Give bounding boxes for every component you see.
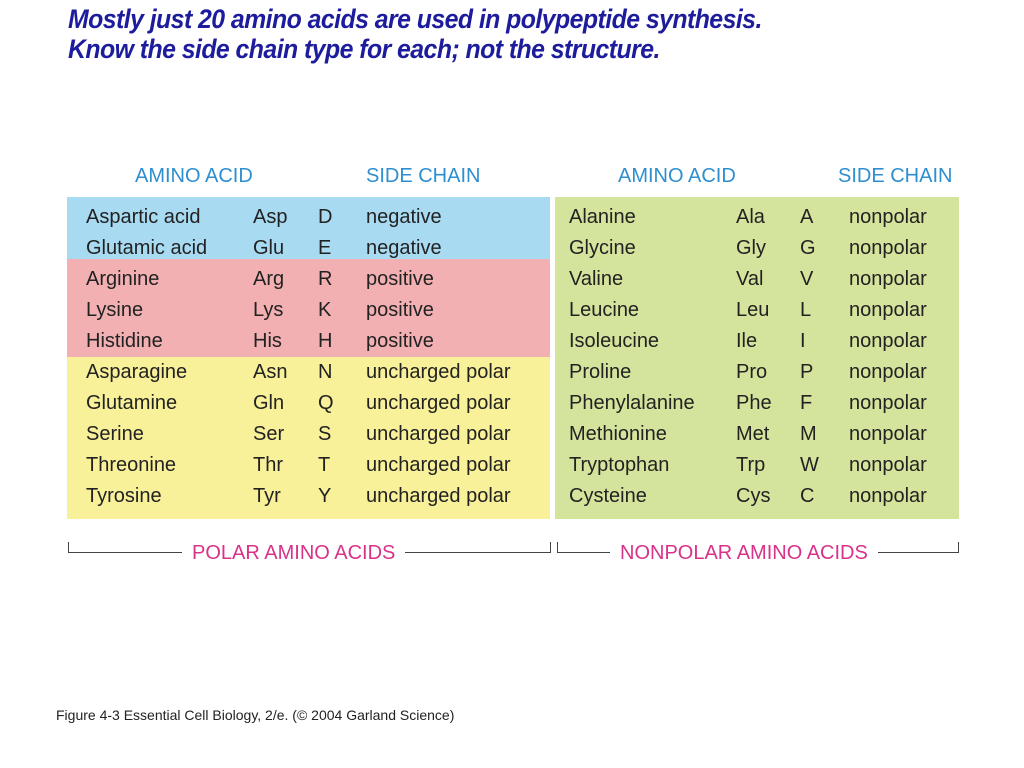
- one-letter-code: I: [800, 330, 806, 352]
- side-chain-type: uncharged polar: [366, 392, 511, 414]
- side-chain-type: uncharged polar: [366, 454, 511, 476]
- amino-acid-name: Methionine: [569, 423, 667, 445]
- three-letter-code: Asp: [253, 206, 288, 228]
- three-letter-code: Phe: [736, 392, 772, 414]
- amino-acid-name: Phenylalanine: [569, 392, 695, 414]
- one-letter-code: R: [318, 268, 333, 290]
- side-chain-type: nonpolar: [849, 206, 927, 228]
- side-chain-type: nonpolar: [849, 330, 927, 352]
- figure-caption: Figure 4-3 Essential Cell Biology, 2/e. (© 2004 Garland Science): [56, 707, 455, 723]
- three-letter-code: Gln: [253, 392, 285, 414]
- one-letter-code: V: [800, 268, 814, 290]
- amino-acid-name: Cysteine: [569, 485, 647, 507]
- side-chain-type: negative: [366, 237, 442, 259]
- side-chain-type: nonpolar: [849, 485, 927, 507]
- polar-amino-acid-header: AMINO ACID: [135, 165, 253, 187]
- nonpolar-side-chain-header: SIDE CHAIN: [838, 165, 953, 187]
- table-row: [0, 419, 1024, 450]
- three-letter-code: Pro: [736, 361, 768, 383]
- amino-acid-name: Arginine: [86, 268, 160, 290]
- amino-acid-name: Threonine: [86, 454, 177, 476]
- one-letter-code: C: [800, 485, 815, 507]
- amino-acid-name: Isoleucine: [569, 330, 660, 352]
- title-line-1: Mostly just 20 amino acids are used in polypeptide synthesis.: [68, 4, 762, 34]
- side-chain-type: nonpolar: [849, 237, 927, 259]
- amino-acid-name: Alanine: [569, 206, 636, 228]
- three-letter-code: His: [253, 330, 282, 352]
- amino-acid-name: Glutamic acid: [86, 237, 208, 259]
- side-chain-type: nonpolar: [849, 268, 927, 290]
- polar-amino-acids-label: POLAR AMINO ACIDS: [182, 540, 405, 566]
- amino-acid-name: Valine: [569, 268, 624, 290]
- amino-acid-name: Asparagine: [86, 361, 188, 383]
- nonpolar-amino-acids-label: NONPOLAR AMINO ACIDS: [610, 540, 878, 566]
- polar-side-chain-header: SIDE CHAIN: [366, 165, 481, 187]
- amino-acid-name: Tryptophan: [569, 454, 670, 476]
- title-line-2: Know the side chain type for each; not the structure.: [68, 34, 660, 64]
- slide-title: [68, 4, 933, 64]
- one-letter-code: T: [318, 454, 331, 476]
- one-letter-code: H: [318, 330, 333, 352]
- three-letter-code: Cys: [736, 485, 771, 507]
- amino-acid-name: Serine: [86, 423, 144, 445]
- one-letter-code: P: [800, 361, 814, 383]
- side-chain-type: positive: [366, 268, 434, 290]
- table-row: [0, 357, 1024, 388]
- side-chain-type: uncharged polar: [366, 423, 511, 445]
- three-letter-code: Ser: [253, 423, 285, 445]
- three-letter-code: Lys: [253, 299, 284, 321]
- table-row: [0, 202, 1024, 233]
- one-letter-code: A: [800, 206, 814, 228]
- three-letter-code: Trp: [736, 454, 766, 476]
- table-row: [0, 233, 1024, 264]
- table-row: [0, 326, 1024, 357]
- side-chain-type: nonpolar: [849, 423, 927, 445]
- amino-acid-name: Proline: [569, 361, 632, 383]
- three-letter-code: Arg: [253, 268, 285, 290]
- one-letter-code: E: [318, 237, 332, 259]
- three-letter-code: Glu: [253, 237, 285, 259]
- amino-acid-name: Lysine: [86, 299, 144, 321]
- amino-acid-name: Aspartic acid: [86, 206, 201, 228]
- three-letter-code: Gly: [736, 237, 766, 259]
- one-letter-code: Y: [318, 485, 332, 507]
- side-chain-type: negative: [366, 206, 442, 228]
- three-letter-code: Thr: [253, 454, 283, 476]
- three-letter-code: Leu: [736, 299, 770, 321]
- one-letter-code: D: [318, 206, 333, 228]
- one-letter-code: Q: [318, 392, 334, 414]
- one-letter-code: G: [800, 237, 816, 259]
- one-letter-code: S: [318, 423, 332, 445]
- side-chain-type: positive: [366, 299, 434, 321]
- one-letter-code: F: [800, 392, 813, 414]
- table-row: [0, 264, 1024, 295]
- one-letter-code: K: [318, 299, 332, 321]
- three-letter-code: Ile: [736, 330, 758, 352]
- three-letter-code: Met: [736, 423, 770, 445]
- one-letter-code: L: [800, 299, 812, 321]
- one-letter-code: N: [318, 361, 333, 383]
- table-row: [0, 388, 1024, 419]
- three-letter-code: Tyr: [253, 485, 281, 507]
- table-row: [0, 450, 1024, 481]
- three-letter-code: Val: [736, 268, 764, 290]
- side-chain-type: nonpolar: [849, 299, 927, 321]
- side-chain-type: nonpolar: [849, 361, 927, 383]
- amino-acid-name: Histidine: [86, 330, 163, 352]
- one-letter-code: W: [800, 454, 819, 476]
- table-row: [0, 295, 1024, 326]
- amino-acid-name: Leucine: [569, 299, 640, 321]
- three-letter-code: Asn: [253, 361, 288, 383]
- one-letter-code: M: [800, 423, 817, 445]
- side-chain-type: positive: [366, 330, 434, 352]
- amino-acid-name: Glycine: [569, 237, 636, 259]
- side-chain-type: uncharged polar: [366, 485, 511, 507]
- side-chain-type: uncharged polar: [366, 361, 511, 383]
- amino-acid-name: Glutamine: [86, 392, 178, 414]
- nonpolar-amino-acid-header: AMINO ACID: [618, 165, 736, 187]
- table-row: [0, 481, 1024, 512]
- three-letter-code: Ala: [736, 206, 765, 228]
- amino-acid-name: Tyrosine: [86, 485, 162, 507]
- side-chain-type: nonpolar: [849, 392, 927, 414]
- side-chain-type: nonpolar: [849, 454, 927, 476]
